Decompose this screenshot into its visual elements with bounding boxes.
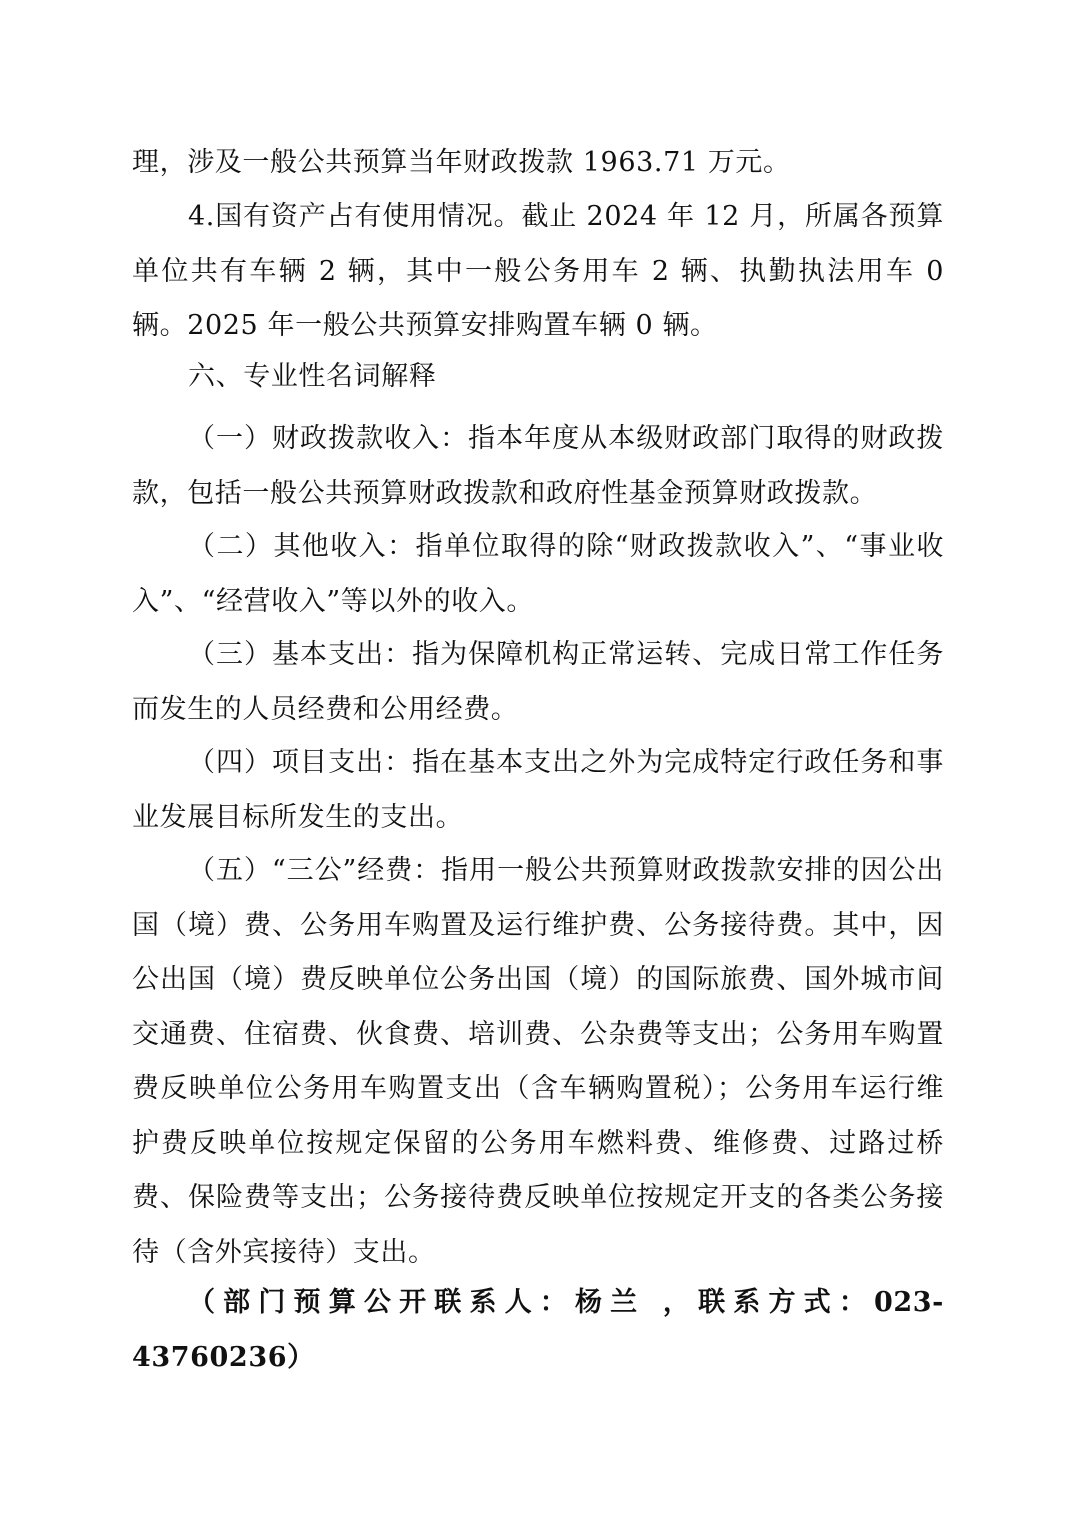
document-page <box>132 0 944 1520</box>
paragraph-state-assets: 4.国有资产占有使用情况。截止 2024 年 12 月，所属各预算单位共有车辆 2 辆，其中一般公务用车 2 辆、执勤执法用车 0 辆。2025 年一般公共预算安排购置车辆 0 辆。 <box>132 201 944 341</box>
paragraph-term-project-expenditure: （四）项目支出：指在基本支出之外为完成特定行政任务和事业发展目标所发生的支出。 <box>132 747 944 833</box>
paragraph-term-basic-expenditure: （三）基本支出：指为保障机构正常运转、完成日常工作任务而发生的人员经费和公用经费。 <box>132 639 944 725</box>
section-heading-glossary: 六、专业性名词解释 <box>188 361 437 392</box>
paragraph-term-three-public-expenses: （五）“三公”经费：指用一般公共预算财政拨款安排的因公出国（境）费、公务用车购置及运行维护费、公务接待费。其中，因公出国（境）费反映单位公务出国（境）的国际旅费、国外城市间交通费、住宿费、伙食费、培训费、公杂费等支出；公务用车购置费反映单位公务用车购置支出（含车辆购置税）；公务用车运行维护费反映单位按规定保留的公务用车燃料费、维修费、过路过桥费、保险费等支出；公务接待费反映单位按规定开支的各类公务接待（含外宾接待）支出。 <box>132 855 944 1268</box>
paragraph-term-fiscal-appropriation: （一）财政拨款收入：指本年度从本级财政部门取得的财政拨款，包括一般公共预算财政拨款和政府性基金预算财政拨款。 <box>132 423 944 509</box>
paragraph-continuation: 理，涉及一般公共预算当年财政拨款 1963.71 万元。 <box>132 147 791 178</box>
paragraph-term-other-income: （二）其他收入：指单位取得的除“财政拨款收入”、“事业收入”、“经营收入”等以外的收入。 <box>132 531 944 617</box>
contact-info: （部门预算公开联系人：杨兰 ，联系方式：023-43760236） <box>132 1287 944 1373</box>
